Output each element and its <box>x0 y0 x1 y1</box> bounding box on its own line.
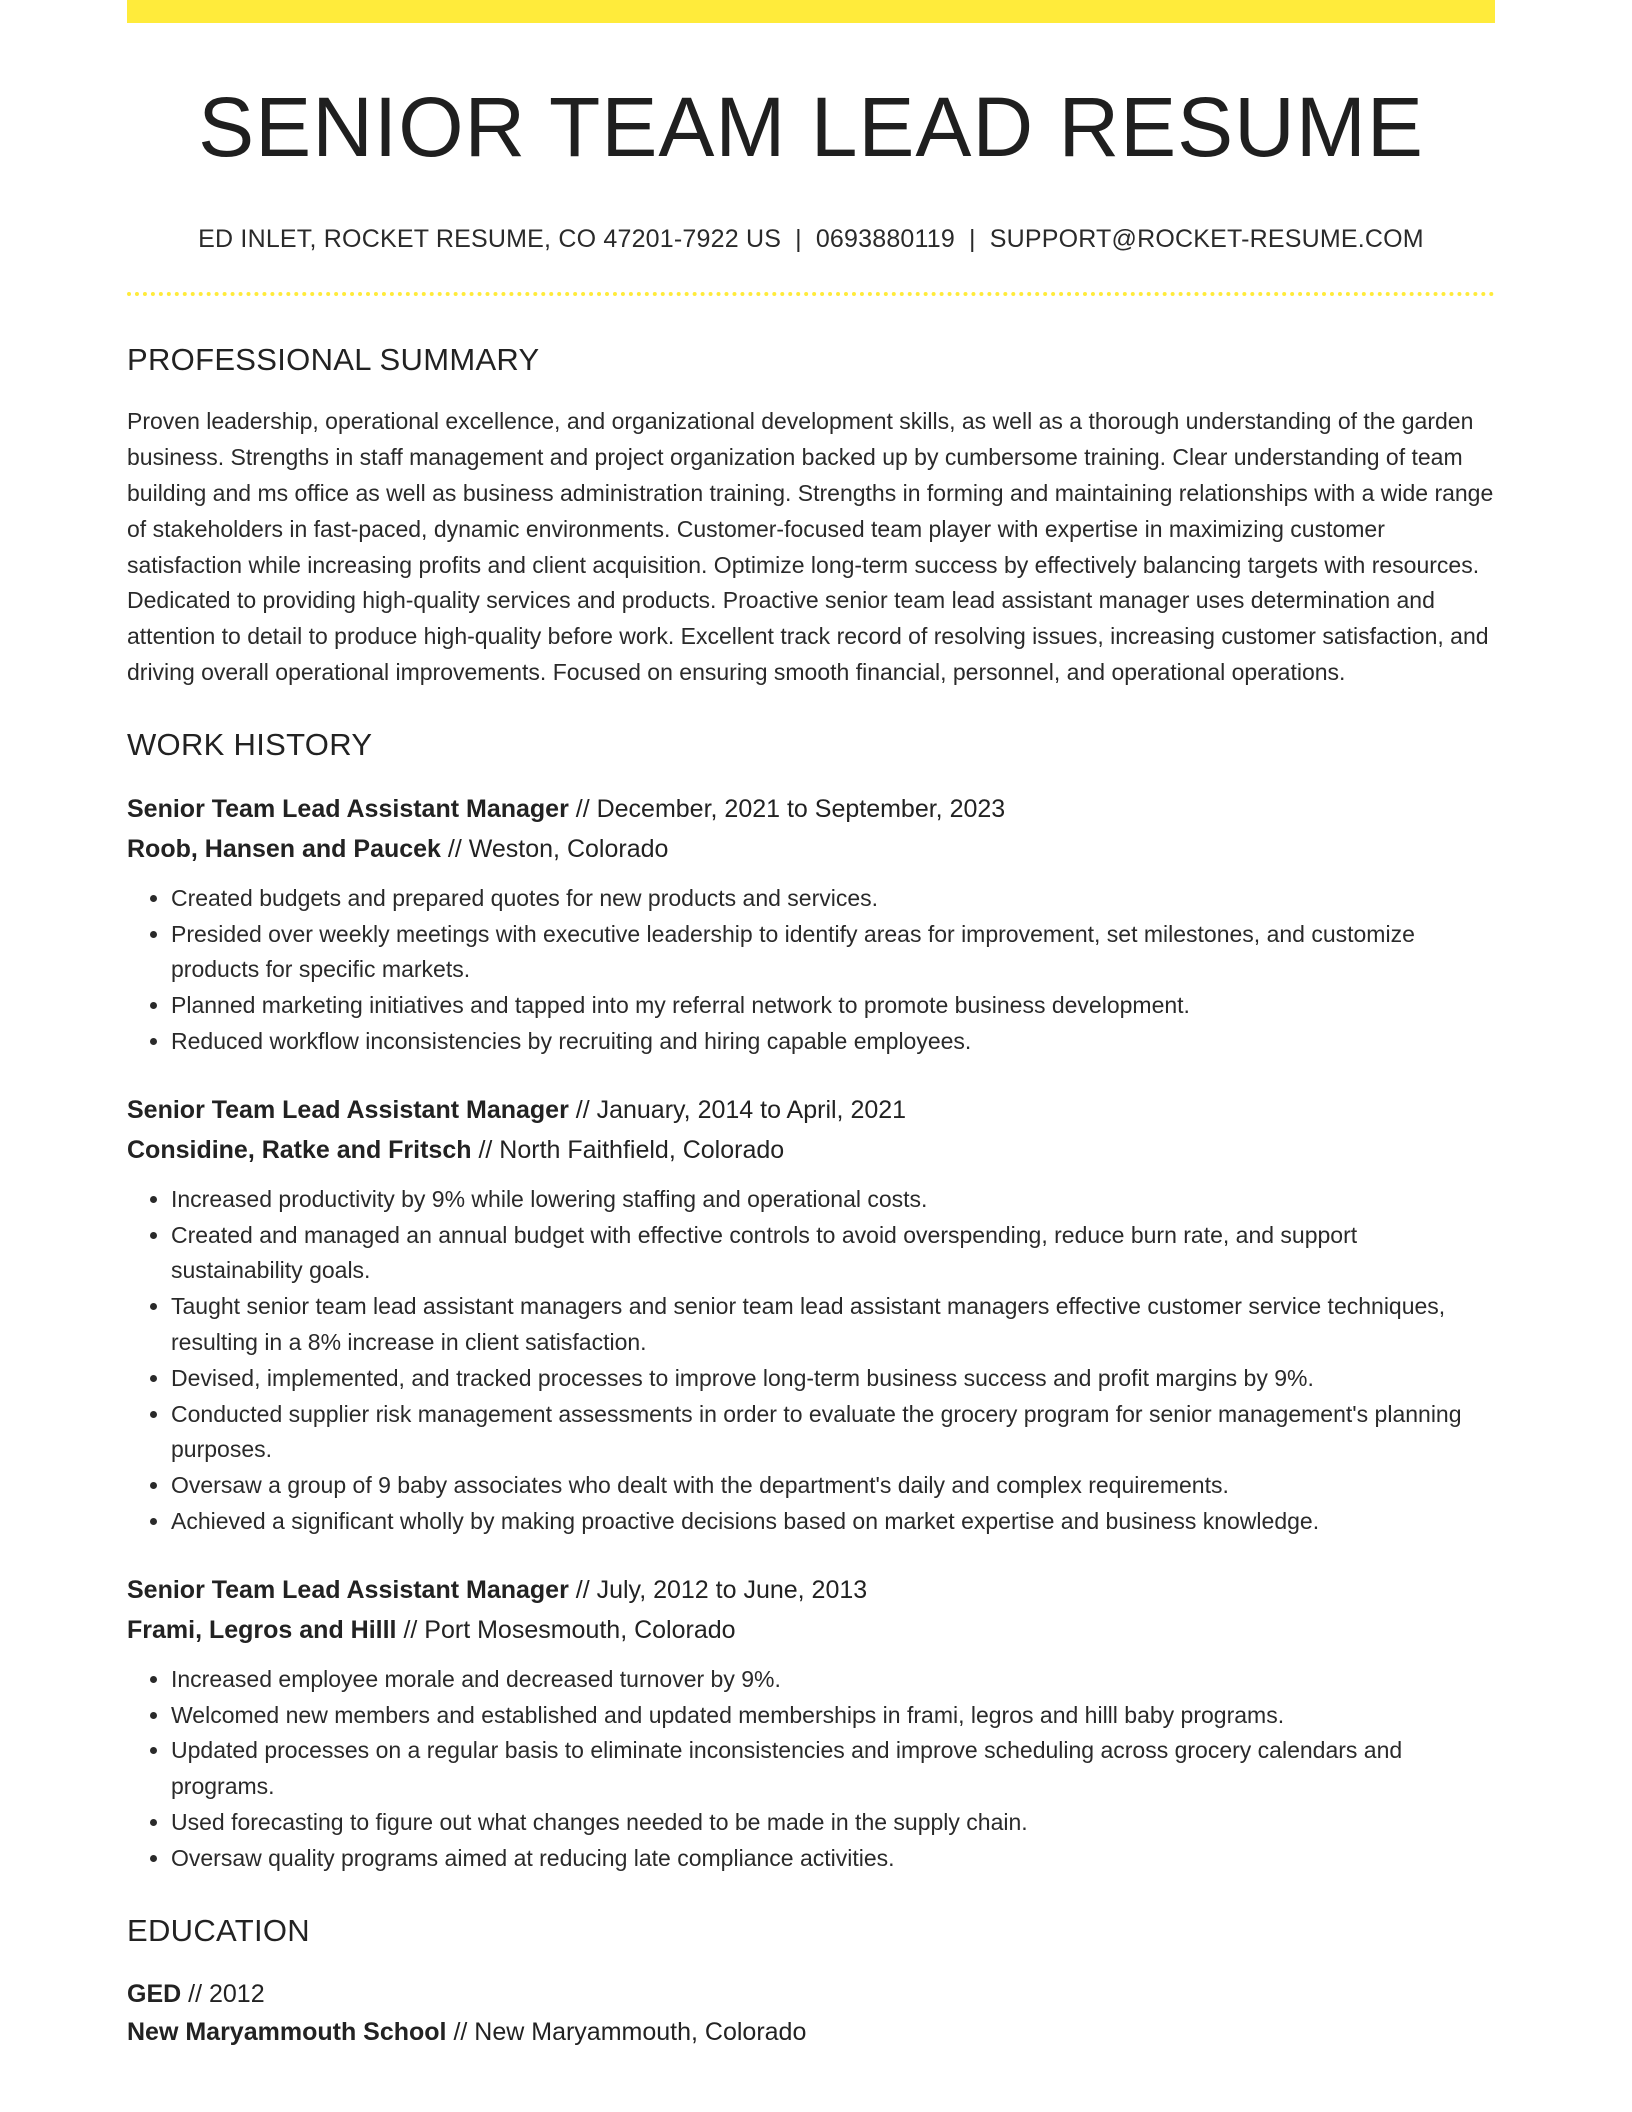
list-item: • Used forecasting to figure out what changes needed to be made in the supply chain. <box>171 1805 1495 1841</box>
work-history-heading: WORK HISTORY <box>127 726 373 762</box>
job-title: Senior Team Lead Assistant Manager <box>127 794 569 823</box>
summary-text: Proven leadership, operational excellence, and organizational development skills, as well as a thorough understanding of the garden business. Strengths in staff management and project organization backed up by cumbersome training. Clear understanding of team building and ms office as well as business administration training. Strengths in forming and maintaining relationships with a wide range of stakeholders in fast-paced, dynamic environments. Customer-focused team player with expertise in maximizing customer satisfaction while increasing profits and client acquisition. Optimize long-term success by effectively balancing targets with resources. Dedicated to providing high-quality services and products. Proactive senior team lead assistant manager uses determination and attention to detail to produce high-quality before work. Excellent track record of resolving issues, increasing customer satisfaction, and driving overall operational improvements. Focused on ensuring smooth financial, personnel, and operational operations. <box>127 408 1494 685</box>
job-bullets <box>127 1662 1495 1877</box>
education-school-line <box>127 2013 1495 2051</box>
job-title: Senior Team Lead Assistant Manager <box>127 1095 569 1124</box>
job-company: Roob, Hansen and Paucek <box>127 834 441 863</box>
job-company-line <box>127 1610 1495 1650</box>
list-item: • Oversaw a group of 9 baby associates who dealt with the department's daily and complex requirements. <box>171 1468 1495 1504</box>
education-heading: EDUCATION <box>127 1912 310 1948</box>
list-item: • Updated processes on a regular basis to eliminate inconsistencies and improve scheduling across grocery calendars and programs. <box>171 1733 1495 1805</box>
education-entry <box>127 1975 1495 2051</box>
job-company: Considine, Ratke and Fritsch <box>127 1135 472 1164</box>
education-degree: GED <box>127 1979 182 2008</box>
page-title: SENIOR TEAM LEAD RESUME <box>198 80 1424 174</box>
list-item: • Increased employee morale and decreased turnover by 9%. <box>171 1662 1495 1698</box>
job-entry <box>127 1570 1495 1877</box>
job-company-line <box>127 1130 1495 1170</box>
contact-email[interactable]: SUPPORT@ROCKET-RESUME.COM <box>989 225 1424 254</box>
contact-phone[interactable]: 0693880119 <box>815 225 955 254</box>
education-year: // 2012 <box>188 1979 265 2008</box>
education-school: New Maryammouth School <box>127 2017 447 2046</box>
list-item: • Created and managed an annual budget with effective controls to avoid overspending, reduce burn rate, and support sustainability goals. <box>171 1218 1495 1290</box>
job-location: // North Faithfield, Colorado <box>478 1135 785 1164</box>
job-title: Senior Team Lead Assistant Manager <box>127 1575 569 1604</box>
education-degree-line <box>127 1975 1495 2013</box>
list-item: • Planned marketing initiatives and tapped into my referral network to promote business development. <box>171 988 1495 1024</box>
list-item: • Reduced workflow inconsistencies by recruiting and hiring capable employees. <box>171 1024 1495 1060</box>
list-item: • Oversaw quality programs aimed at reducing late compliance activities. <box>171 1841 1495 1877</box>
contact-separator: | <box>795 225 802 254</box>
job-title-line <box>127 789 1495 829</box>
job-entry <box>127 789 1495 1060</box>
contact-address: ED INLET, ROCKET RESUME, CO 47201-7922 US <box>198 225 782 254</box>
job-entry <box>127 1090 1495 1540</box>
education-location: // New Maryammouth, Colorado <box>453 2017 807 2046</box>
list-item: • Achieved a significant wholly by making proactive decisions based on market expertise and business knowledge. <box>171 1504 1495 1540</box>
job-dates: // January, 2014 to April, 2021 <box>575 1095 907 1124</box>
contact-line <box>127 225 1495 254</box>
dotted-divider <box>127 292 1495 296</box>
list-item: • Increased productivity by 9% while lowering staffing and operational costs. <box>171 1182 1495 1218</box>
resume-page <box>127 0 1495 2051</box>
job-location: // Port Mosesmouth, Colorado <box>403 1615 736 1644</box>
job-dates: // December, 2021 to September, 2023 <box>575 794 1006 823</box>
accent-top-bar <box>127 0 1495 23</box>
list-item: • Presided over weekly meetings with executive leadership to identify areas for improvement, set milestones, and customize products for specific markets. <box>171 917 1495 989</box>
job-title-line <box>127 1570 1495 1610</box>
job-bullets <box>127 1182 1495 1540</box>
job-bullets <box>127 881 1495 1060</box>
list-item: • Taught senior team lead assistant managers and senior team lead assistant managers effective customer service techniques, resulting in a 8% increase in client satisfaction. <box>171 1289 1495 1361</box>
contact-separator: | <box>969 225 976 254</box>
job-company: Frami, Legros and Hilll <box>127 1615 397 1644</box>
list-item: • Welcomed new members and established and updated memberships in frami, legros and hilll baby programs. <box>171 1698 1495 1734</box>
list-item: • Devised, implemented, and tracked processes to improve long-term business success and profit margins by 9%. <box>171 1361 1495 1397</box>
summary-heading: PROFESSIONAL SUMMARY <box>127 342 540 378</box>
job-title-line <box>127 1090 1495 1130</box>
job-location: // Weston, Colorado <box>447 834 669 863</box>
job-company-line <box>127 829 1495 869</box>
job-dates: // July, 2012 to June, 2013 <box>575 1575 868 1604</box>
list-item: • Conducted supplier risk management assessments in order to evaluate the grocery program for senior management's planning purposes. <box>171 1397 1495 1469</box>
list-item: • Created budgets and prepared quotes for new products and services. <box>171 881 1495 917</box>
